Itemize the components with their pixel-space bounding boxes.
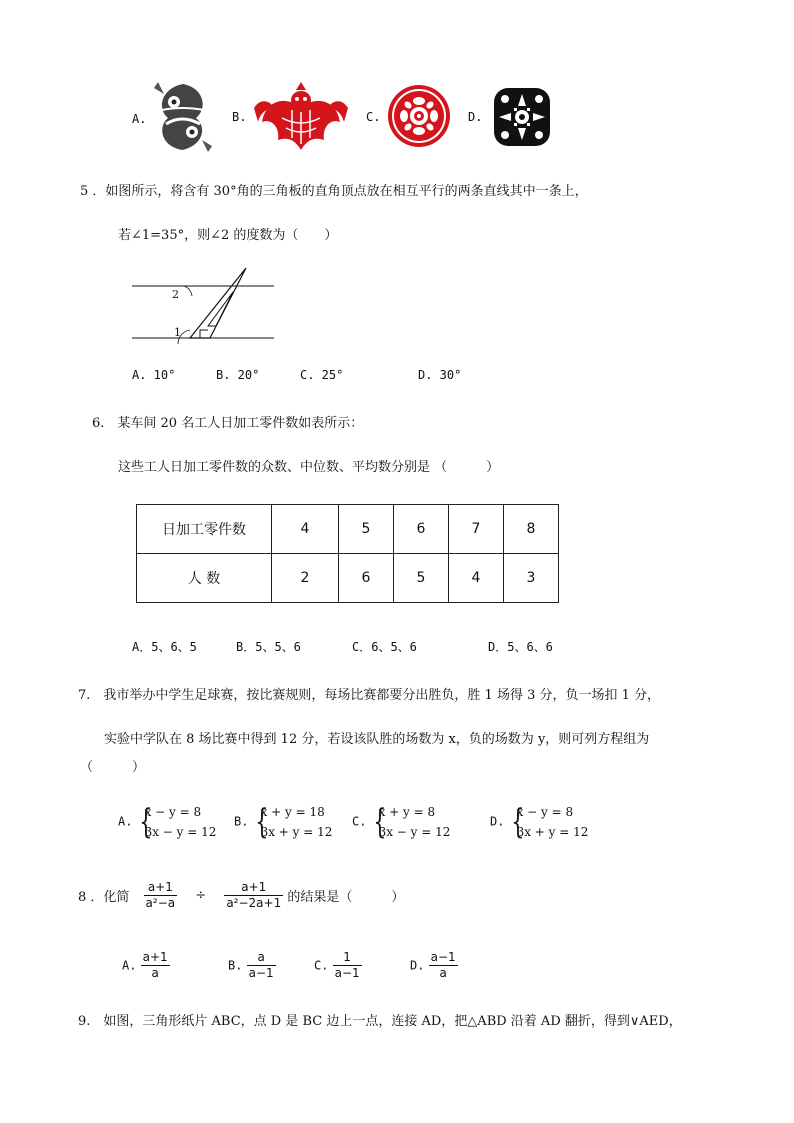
q5-option-a: A. 10° [132,368,176,382]
equation-1: x + y = 8 [378,805,436,819]
denominator: a [151,966,159,980]
q8-option-c [314,950,362,981]
table-cell: 8 [504,505,559,554]
parallel-lines-triangle-figure [128,262,278,344]
q5-text-line2: 若∠1=35°，则∠2 的度数为（ ） [118,228,338,243]
parts-count-table [136,504,559,603]
equation-1: x + y = 18 [260,805,325,819]
fraction [247,950,276,981]
numerator: a+1 [224,880,283,896]
table-cell: 6 [339,554,394,603]
q7-option-b [234,802,332,842]
black-square-papercut-image [490,84,554,150]
q4-option-c-label: C. [366,110,381,124]
q4-option-a-label: A. [132,112,147,126]
brace-icon: { [138,802,152,842]
table-cell: 3 [504,554,559,603]
equation-2: 3x − y = 12 [378,825,451,839]
brace-icon: { [254,802,268,842]
table-cell: 6 [394,505,449,554]
q7-text-line1: 7. 我市举办中学生足球赛，按比赛规则，每场比赛都要分出胜负，胜 1 场得 3 分，负一场扣 1 分， [78,688,661,703]
numerator: a [247,950,276,966]
q6-option-a: A．5、6、5 [132,640,197,654]
option-label: B. [228,958,243,973]
q4-option-d-label: D. [468,110,483,124]
option-label: A. [118,814,133,829]
equation-system [137,802,217,842]
q8-expression [78,880,404,911]
equation-2: 3x + y = 12 [516,825,589,839]
table-row [137,505,559,554]
equation-2: 3x + y = 12 [260,825,333,839]
peony-circle-papercut-image [387,84,451,148]
numerator: a+1 [144,880,178,896]
equation-system [509,802,589,842]
option-label: D. [490,814,505,829]
table-header-cell: 人 数 [137,554,272,603]
fraction [333,950,362,981]
divide-sign: ÷ [195,888,207,903]
numerator: a−1 [430,950,456,964]
equation-system [253,802,333,842]
denominator: a²−a [145,896,176,910]
q6-option-b: B．5、5、6 [236,640,301,654]
q6-text-line2: 这些工人日加工零件数的众数、中位数、平均数分别是 （ ） [118,460,500,475]
q8-option-a [122,950,170,981]
equation-2: 3x − y = 12 [144,825,217,839]
table-cell: 4 [272,505,339,554]
numerator: a+1 [142,950,168,964]
angle-1-label: 1 [174,326,181,339]
equation-system [371,802,451,842]
angle-2-label: 2 [172,288,179,301]
q5-option-c: C. 25° [300,368,344,382]
fraction [141,950,170,981]
rooster-papercut-image [252,78,350,154]
fraction [224,880,283,911]
equation-1: x − y = 8 [516,805,574,819]
fraction [429,950,458,981]
q6-option-c: C．6、5、6 [352,640,417,654]
q4-option-b-label: B. [232,110,247,124]
q7-option-d [490,802,588,842]
table-cell: 7 [449,505,504,554]
q5-option-d: D. 30° [418,368,462,382]
option-label: A. [122,958,137,973]
q8-suffix: 的结果是（ ） [287,890,405,905]
q6-text-line1: 6. 某车间 20 名工人日加工零件数如表所示： [92,416,364,431]
option-label: C. [352,814,367,829]
table-cell: 5 [394,554,449,603]
equation-1: x − y = 8 [144,805,202,819]
option-label: C. [314,958,329,973]
brace-icon: { [372,802,386,842]
denominator: a−1 [248,966,274,980]
table-cell: 2 [272,554,339,603]
fraction [144,880,178,911]
q7-text-line2: 实验中学队在 8 场比赛中得到 12 分，若设该队胜的场数为 x，负的场数为 y，则可列方程组为 [104,732,650,747]
q5-text-line1: 5 ．如图所示，将含有 30°角的三角板的直角顶点放在相互平行的两条直线其中一条上， [80,184,588,199]
denominator: a−1 [334,966,360,980]
brace-icon: { [510,802,524,842]
numerator: 1 [333,950,362,966]
q7-option-c [352,802,450,842]
option-label: D. [410,958,425,973]
table-header-cell: 日加工零件数 [137,505,272,554]
denominator: a²−2a+1 [226,896,282,910]
fish-papercut-image [152,80,214,154]
denominator: a [439,966,447,980]
q7-text-line3: （ ） [80,760,146,775]
q6-option-d: D．5、6、6 [488,640,553,654]
q9-text-line1: 9. 如图，三角形纸片 ABC，点 D 是 BC 边上一点，连接 AD，把△ABD 沿着 AD 翻折，得到∨AED， [78,1014,682,1029]
table-cell: 4 [449,554,504,603]
table-cell: 5 [339,505,394,554]
q8-prefix: 8 ．化简 [78,890,130,905]
q8-option-d [410,950,458,981]
q7-option-a [118,802,216,842]
table-row [137,554,559,603]
q5-option-b: B. 20° [216,368,260,382]
option-label: B. [234,814,249,829]
q8-option-b [228,950,276,981]
